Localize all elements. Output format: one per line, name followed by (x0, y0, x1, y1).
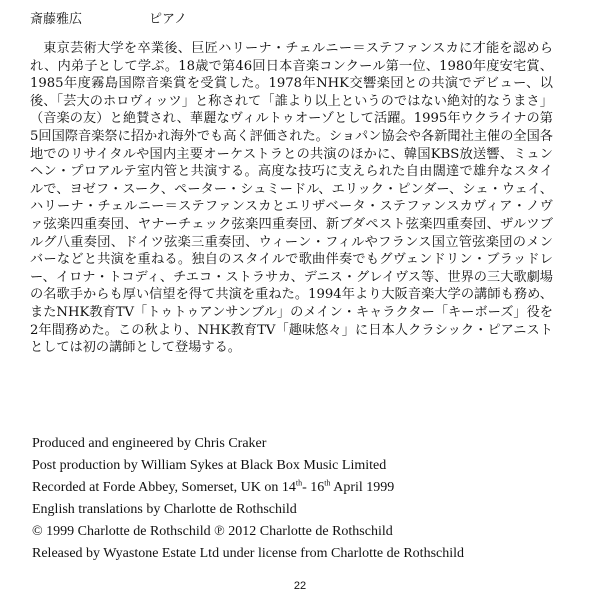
credit-post-production: Post production by William Sykes at Black Box Music Limited (32, 458, 387, 473)
credit-translations: English translations by Charlotte de Rothschild (32, 502, 297, 517)
page-number: 22 (293, 580, 307, 592)
performer-instrument: ピアノ (149, 12, 187, 27)
recording-text-start: Recorded at Forde Abbey, Somerset, UK on 14 (32, 480, 296, 495)
performer-name: 斎藤雅広 (30, 12, 83, 27)
recording-text-middle: - 16 (302, 480, 325, 495)
credits-list (32, 433, 572, 565)
credit-recording (32, 477, 572, 499)
performer-biography: 東京芸術大学を卒業後、巨匠ハリーナ・チェルニー＝ステファンスカに才能を認められ、内弟子として学ぶ。18歳で第46回日本音楽コンクール第一位、1980年度安宅賞、1985年度霧島国際音楽賞を受賞した。1978年NHK交響楽団との共演でデビュー、以後、「芸大のホロヴィッツ」と称されて「誰より以上というのではない絶対的なうまさ」（音楽の友）と絶賛され、華麗なヴィルトゥオーゾとして活躍。1995年ウクライナの第5回国際音楽祭に招かれ海外でも高く評価された。ショパン協会や各新聞社主催の全国各地でのリサイタルや国内主要オーケストラとの共演のほかに、韓国KBS放送響、ミュンヘン・プロアルテ室内管と共演する。高度な技巧に支えられた自由闊達で雄弁なスタイルで、ヨゼフ・スーク、ペーター・シュミードル、エリック・ピンダー、シェ・ウェイ、ハリーナ・チェルニー＝ステファンスカとエリザベータ・ステファンスカヴィア・ノヴァ弦楽四重奏団、ヤナーチェック弦楽四重奏団、新ブダペスト弦楽四重奏団、ザルツブルグ八重奏団、ドイツ弦楽三重奏団、ウィーン・フィルやフランス国立管弦楽団のメンバーなどと共演を重ねる。独自のスタイルで歌曲伴奏でもグヴェンドリン・ブラッドレー、イロナ・トコディ、チエコ・ストラサカ、デニス・グレイヴス等、世界の三大歌劇場の名歌手からも厚い信望を得て共演を重ねた。1994年より大阪音楽大学の講師も務め、またNHK教育TV「トゥトゥアンサンブル」のメイン・キャラクター「キーボーズ」役を2年間務めた。この秋より、NHK教育TV「趣味悠々」に日本人クラシック・ピアニストとしては初の講師として登場する。 (30, 41, 553, 356)
recording-ordinal-1: th (295, 478, 303, 488)
performer-header (30, 8, 187, 27)
credit-release: Released by Wyastone Estate Ltd under license from Charlotte de Rothschild (32, 546, 465, 561)
recording-text-end: April 1999 (330, 480, 395, 495)
credit-producer: Produced and engineered by Chris Craker (32, 436, 267, 451)
recording-ordinal-2: th (324, 478, 331, 488)
credit-copyright: © 1999 Charlotte de Rothschild ℗ 2012 Charlotte de Rothschild (32, 524, 393, 539)
